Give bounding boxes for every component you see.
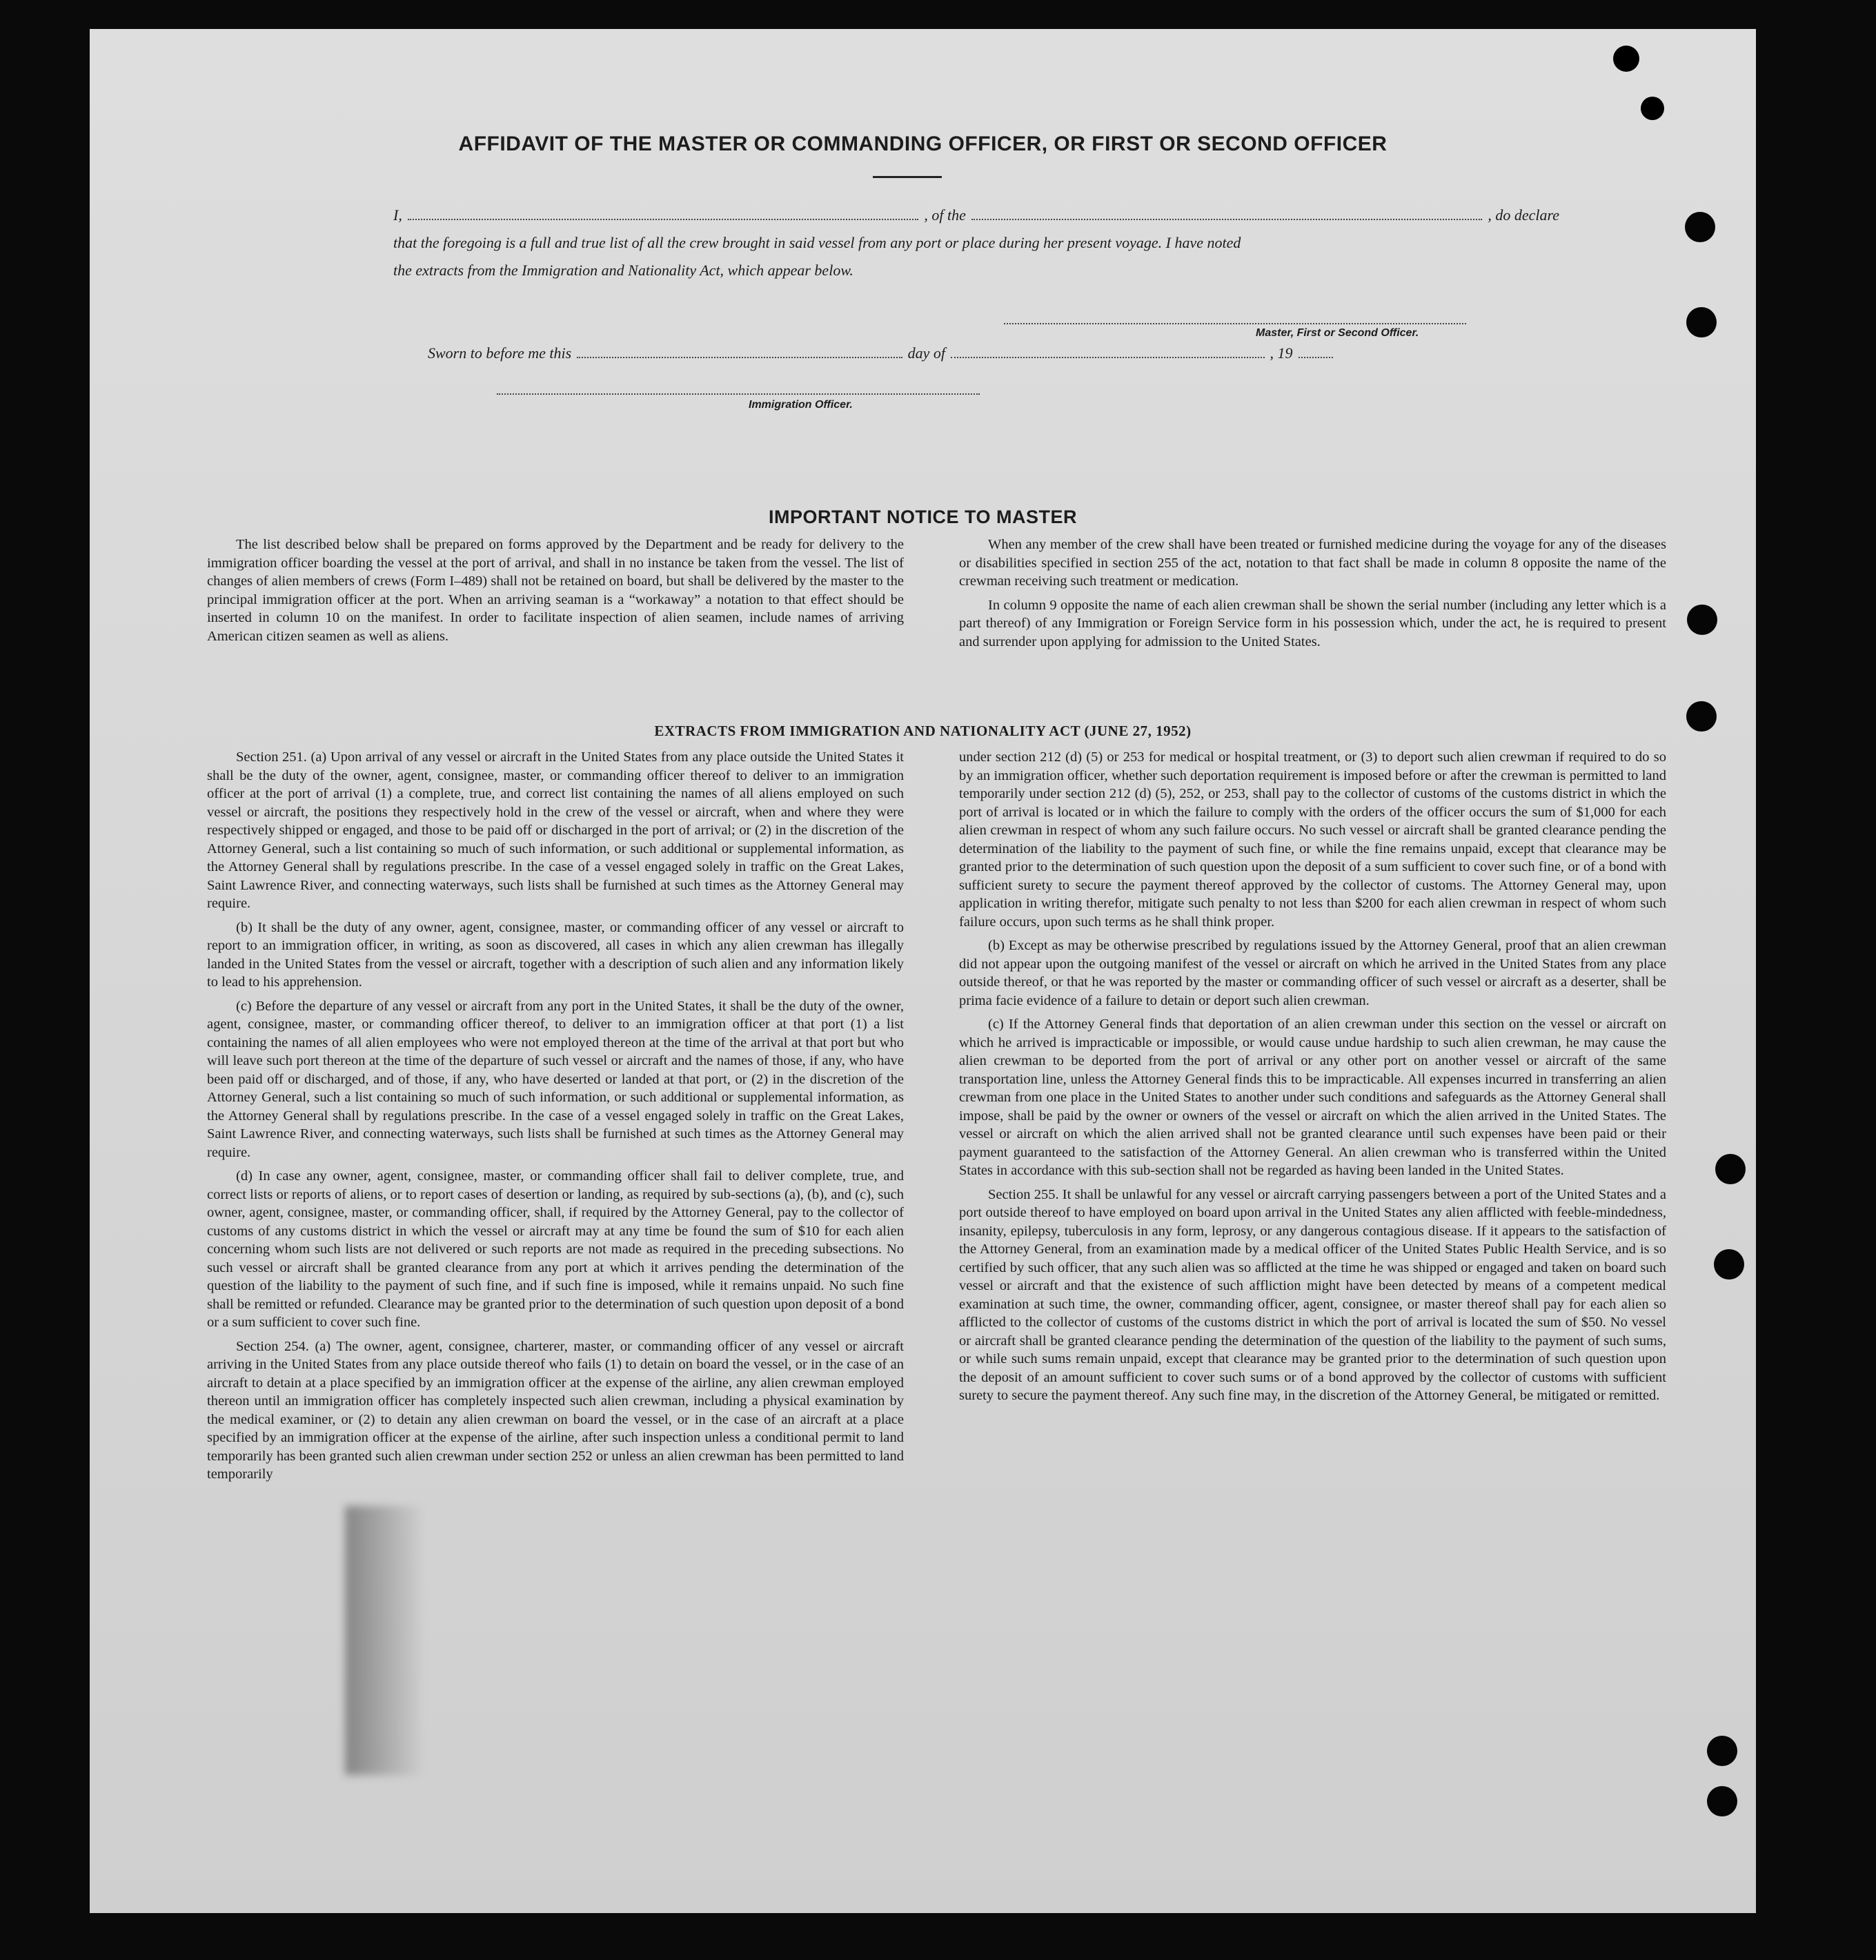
extract-paragraph: (c) If the Attorney General finds that deportation of an alien crewman under this section on the vessel or aircraft on which he arrived is impracticable or impossible, or would cause undue hardship to such alien crewman, he may cause the alien crewman to be deported from the port of arrival or any other port on another vessel or aircraft of the same transportation line, unless the Attorney General finds this to be impracticable. All expenses incurred in transferring an alien crewman from one place in the United States to another under such conditions and safeguards as the Attorney General shall impose, shall be paid by the owner or owners of the vessel or aircraft on which the alien arrived in the United States. The vessel or aircraft on which the alien arrived shall not be granted clearance until such expenses have been paid or their payment guaranteed to the satisfaction of the Attorney General. An alien crewman who is transferred within the United States in accordance with this sub-section shall not be regarded as having been landed in the United States. bbox=[959, 1017, 1666, 1178]
extract-paragraph: (b) It shall be the duty of any owner, agent, consignee, master, or commanding officer of any vessel or aircraft to report to an immigration officer, in writing, as soon as discovered, all cases in which any alien crewman has illegally landed in the United States from the vessel or aircraft, together with a description of such alien and any information likely to lead to his apprehension. bbox=[207, 919, 904, 990]
sworn-year-blank[interactable] bbox=[1299, 343, 1334, 358]
extract-paragraph: (c) Before the departure of any vessel or aircraft from any port in the United States, it shall be the duty of the owner, agent, consignee, master, or commanding officer thereof, to deliver to an immigration officer at that port (1) a list containing the names of all alien employees who were not employed thereon at the time of the arrival at that port but who will leave such port thereon at the time of the departure of such vessel or aircraft and the names of those, if any, who have been paid off or discharged, and of those, if any, who have deserted or landed at that port, or (2) in the discretion of the Attorney General, such a list containing so much of such information, or such additional or supplemental information, as the Attorney General shall by regulations prescribe. In the case of a vessel engaged solely in traffic on the Great Lakes, Saint Lawrence River, and connecting waterways, such lists shall be furnished at such times as the Attorney General may require. bbox=[207, 998, 904, 1160]
document-page bbox=[90, 29, 1756, 1913]
punch-hole bbox=[1686, 701, 1717, 732]
declaration-i: I, bbox=[393, 206, 402, 224]
declaration-block bbox=[393, 202, 1559, 284]
extract-paragraph: under section 212 (d) (5) or 253 for medical or hospital treatment, or (3) to deport such alien crewman if required to do so by an immigration officer, whether such deportation requirement is imposed before or after the crewman is permitted to land temporarily under section 212 (d) (5), 252, or 253, shall pay to the collector of customs of the customs district in which the port of arrival is located or in which the failure to comply with the orders of the officer occurs the sum of $1,000 for each alien crewman in respect of whom any such failure occurs. No such vessel or aircraft shall be granted clearance pending the determination of the liability to the payment of such fine, or while the fine remains unpaid, except that clearance may be granted prior to the determination of such question upon the deposit of a sum sufficient to cover such fine, or of a bond with sufficient surety to secure the payment thereof approved by the collector of customs. The Attorney General may, upon application in writing therefor, mitigate such penalty to not less than $200 for each alien crewman in respect of whom such failure occurs, upon such terms as he shall think proper. bbox=[959, 749, 1666, 930]
declaration-declare: , do declare bbox=[1488, 206, 1560, 224]
officer-signature-line[interactable] bbox=[497, 393, 980, 395]
declaration-line-2: that the foregoing is a full and true list of all the crew brought in said vessel from any port or place during her present voyage. I have noted bbox=[393, 234, 1241, 251]
notice-title: IMPORTANT NOTICE TO MASTER bbox=[769, 507, 1077, 527]
declaration-of-the: , of the bbox=[924, 206, 966, 224]
extract-paragraph: Section 254. (a) The owner, agent, consignee, charterer, master, or commanding officer of any vessel or aircraft arriving in the United States from any place outside thereof who fails (1) to detain on board the vessel, or in the case of an aircraft to detain at a place specified by an immigration officer at the expense of the airline, any alien crewman employed thereon until an immigration officer has completely inspected such alien crewman, including a physical examination by the medical examiner, or (2) to detain any alien crewman on board the vessel, or in the case of an aircraft at a place specified by an immigration officer at the expense of the airline, after such inspection unless a conditional permit to land temporarily has been granted such alien crewman under section 252 or unless an alien crewman has been permitted to land temporarily bbox=[207, 1338, 904, 1482]
extract-paragraph: Section 255. It shall be unlawful for any vessel or aircraft carrying passengers between a port of the United States and a port outside thereof to have employed on board upon arrival in the United States any alien afflicted with feeble-mindedness, insanity, epilepsy, tuberculosis in any form, leprosy, or any dangerous contagious disease. If it appears to the satisfaction of the Attorney General, from an examination made by a medical officer of the United States Public Health Service, and is so certified by such officer, that any such alien was so afflicted at the time he was shipped or engaged and taken on board such vessel or aircraft and that the existence of such affliction might have been detected by means of a competent medical examination at such time, the owner, commanding officer, agent, consignee, or master thereof shall pay for each alien so afflicted to the collector of customs of the customs district in which the port of arrival is located the sum of $50. No vessel or aircraft shall be granted clearance pending the determination of the question of the liability to the payment of such sums, or while such sums remain unpaid, except that clearance may be granted prior to the determination of such question upon the deposit of an amount sufficient to cover such sums or of a bond approved by the collector of customs with sufficient surety to secure the payment thereof. Any such fine may, in the discretion of the Attorney General, be mitigated or remitted. bbox=[959, 1186, 1666, 1403]
sworn-text: Sworn to before me this bbox=[428, 344, 572, 362]
notice-right-paragraph-2: In column 9 opposite the name of each alien crewman shall be shown the serial number (including any letter which is a part thereof) of any Immigration or Foreign Service form in his possession which, under the act, he is required to present and surrender upon applying for admission to the United States. bbox=[959, 597, 1666, 649]
notice-left-column bbox=[207, 536, 904, 645]
master-caption: Master, First or Second Officer. bbox=[1256, 327, 1419, 339]
punch-hole bbox=[1686, 307, 1717, 337]
punch-hole bbox=[1715, 1154, 1746, 1184]
extracts-left-column bbox=[207, 748, 904, 1484]
extract-paragraph: (d) In case any owner, agent, consignee, master, or commanding officer shall fail to deliver complete, true, and correct lists or reports of aliens, or to report cases of desertion or landing, as required by sub-sections (a), (b), and (c), such owner, agent, consignee, master, or commanding officer, shall, if required by the Attorney General, pay to the collector of customs of any customs district in which the vessel or aircraft may at any time be found the sum of $10 for each alien concerning whom such lists are not delivered or such reports are not made as required in the preceding subsections. No such vessel or aircraft shall be granted clearance from any port at which it arrives pending the determination of the question of the liability to the payment of such fine, and if such fine is imposed, while it remains unpaid. No such fine shall be remitted or refunded. Clearance may be granted prior to the determination of such question upon deposit of a bond or a sum sufficient to cover such fine. bbox=[207, 1168, 904, 1330]
ink-blot bbox=[1613, 46, 1639, 72]
page-fold-shadow bbox=[345, 1506, 421, 1775]
extracts-title: EXTRACTS FROM IMMIGRATION AND NATIONALITY ACT (JUNE 27, 1952) bbox=[654, 723, 1192, 739]
punch-hole bbox=[1687, 605, 1717, 635]
extract-paragraph: Section 251. (a) Upon arrival of any vessel or aircraft in the United States from any place outside the United States it shall be the duty of the owner, agent, consignee, master, or commanding officer thereof to deliver to an immigration officer at the port of arrival (1) a complete, true, and correct list containing the names of all aliens employed on such vessel or aircraft, the positions they respectively hold in the crew of the vessel or aircraft, when and where they were respectively shipped or engaged, and those to be paid off or discharged in the port of arrival; or (2) in the discretion of the Attorney General, such a list containing so much of such information, or such additional or supplemental information, as the Attorney General shall by regulations prescribe. In the case of a vessel engaged solely in traffic on the Great Lakes, Saint Lawrence River, and connecting waterways, such lists shall be furnished at such times as the Attorney General may require. bbox=[207, 749, 904, 911]
sworn-day-blank[interactable] bbox=[577, 343, 902, 358]
notice-right-paragraph-1: When any member of the crew shall have been treated or furnished medicine during the voyage for any of the diseases or disabilities specified in section 255 of the act, notation to that fact shall be made in column 8 opposite the name of the crewman receiving such treatment or medication. bbox=[959, 537, 1666, 589]
extracts-right-column bbox=[959, 748, 1666, 1405]
title-divider bbox=[873, 176, 942, 178]
punch-hole bbox=[1714, 1249, 1744, 1280]
master-signature-line[interactable] bbox=[1004, 323, 1466, 324]
extract-paragraph: (b) Except as may be otherwise prescribed by regulations issued by the Attorney General, proof that an alien crewman did not appear upon the outgoing manifest of the vessel or aircraft on which he arrived in the United States from any place outside thereof, or that he was reported by the master or commanding officer of such vessel or aircraft as a deserter, shall be prima facie evidence of a failure to detain or deport such alien crewman. bbox=[959, 938, 1666, 1008]
officer-caption: Immigration Officer. bbox=[749, 399, 853, 411]
notice-right-column bbox=[959, 536, 1666, 651]
day-of-text: day of bbox=[907, 344, 945, 362]
sworn-month-blank[interactable] bbox=[951, 343, 1265, 358]
declaration-line-3: the extracts from the Immigration and Nationality Act, which appear below. bbox=[393, 262, 853, 279]
declaration-line-1 bbox=[393, 202, 1559, 229]
sworn-block bbox=[428, 340, 1339, 367]
year-prefix: , 19 bbox=[1270, 344, 1293, 362]
affidavit-title: AFFIDAVIT OF THE MASTER OR COMMANDING OFFICER, OR FIRST OR SECOND OFFICER bbox=[458, 133, 1388, 155]
notice-left-paragraph: The list described below shall be prepared on forms approved by the Department and be ready for delivery to the immigration officer boarding the vessel at the port of arrival, and shall in no instance be taken from the vessel. The list of changes of alien members of crews (Form I–489) shall not be retained on board, but shall be delivered by the master to the principal immigration officer at the port. When an arriving seaman is a “workaway” a notation to that effect should be inserted in column 10 on the manifest. In order to facilitate inspection of alien seamen, include names of arriving American citizen seamen as well as aliens. bbox=[207, 537, 904, 644]
ink-blot bbox=[1641, 97, 1664, 120]
punch-hole bbox=[1685, 212, 1715, 242]
punch-hole bbox=[1707, 1786, 1737, 1816]
name-blank[interactable] bbox=[408, 205, 919, 220]
vessel-blank[interactable] bbox=[971, 205, 1483, 220]
punch-hole bbox=[1707, 1736, 1737, 1766]
